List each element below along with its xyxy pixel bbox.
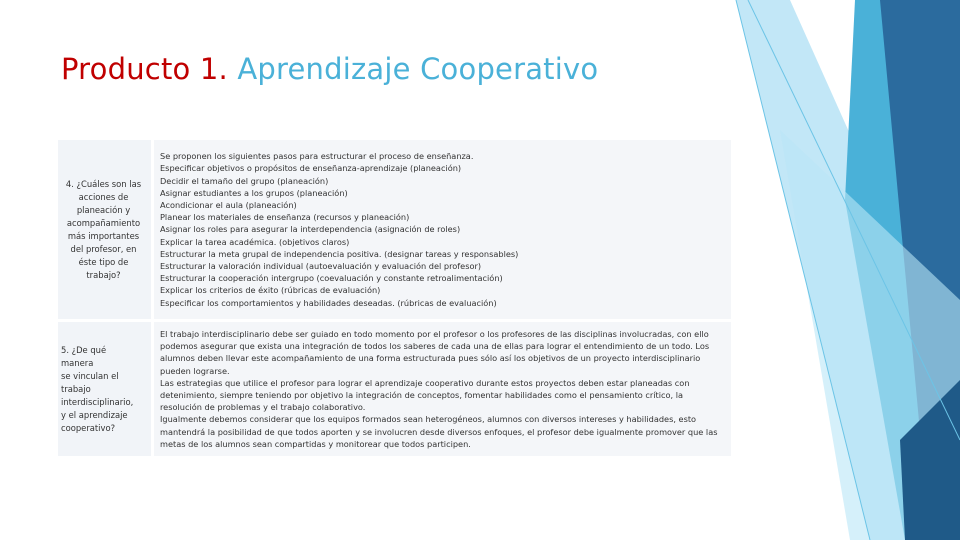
answer-line: Estructurar la valoración individual (autoevaluación y evaluación del profesor) [160,261,482,271]
question-line: del profesor, en [70,243,137,254]
question-line: trabajo? [86,269,121,280]
answer-line: Decidir el tamaño del grupo (planeación) [160,175,329,186]
question-line: más importantes [67,230,140,241]
answer-cell [151,140,731,319]
answer-line: Asignar estudiantes a los grupos (planeación) [160,187,348,198]
answer-line: Acondicionar el aula (planeación) [160,199,297,210]
slide-title [61,52,598,86]
answer-line: Estructurar la meta grupal de independencia positiva. (designar tareas y responsables) [160,248,519,259]
qa-table [58,137,731,459]
question-line: se vinculan el [61,370,119,381]
answer-cell [151,322,731,456]
answer-line: Planear los materiales de enseñanza (recursos y planeación) [160,212,410,223]
answer-line: Especificar objetivos o propósitos de enseñanza-aprendizaje (planeación) [160,163,462,174]
answer-line: Especificar los comportamientos y habilidades deseadas. (rúbricas de evaluación) [160,297,497,308]
question-line: acciones de [78,191,129,202]
answer-line: Se proponen los siguientes pasos para estructurar el proceso de enseñanza. [160,151,474,162]
question-line: planeación y [76,204,131,215]
answer-paragraph: Igualmente debemos considerar que los equipos formados sean heterogéneos, alumnos con diversos intereses y habilidades, esto mantendrá la posibilidad de que todos aporten y se involucren desde diversos enfoques, el profesor debe igualmente promover que las metas de los alumnos sean compartidas y monitorear que todos participen. [160,414,718,449]
table-row [58,140,731,319]
question-cell [58,322,151,456]
answer-line: Explicar la tarea académica. (objetivos claros) [160,236,350,247]
question-line: cooperativo? [61,422,116,433]
answer-paragraph: El trabajo interdisciplinario debe ser guiado en todo momento por el profesor o los profesores de las disciplinas involucradas, con ello podemos asegurar que exista una integración de todos los saberes de cada una de ellas para lograr el entendimiento de un todo. Los alumnos deben llevar este acompañamiento de una forma estructurada pues sólo así los objetivos de un proyecto interdisciplinario pueden lograrse. [160,328,710,376]
answer-line: Asignar los roles para asegurar la interdependencia (asignación de roles) [160,224,461,235]
question-line: y el aprendizaje [61,409,128,420]
question-cell [58,140,151,319]
question-line: manera [61,357,94,368]
question-line: trabajo [61,383,91,394]
answer-line: Estructurar la cooperación intergrupo (coevaluación y constante retroalimentación) [160,273,503,284]
answer-line: Explicar los criterios de éxito (rúbricas de evaluación) [160,285,381,296]
title-product: Producto 1. [61,52,228,86]
question-line: interdisciplinario, [61,396,134,407]
table-row [58,322,731,456]
question-line: éste tipo de [78,256,129,267]
title-topic: Aprendizaje Cooperativo [237,52,599,86]
question-line: acompañamiento [66,217,141,228]
answer-paragraph: Las estrategias que utilice el profesor para lograr el aprendizaje cooperativo durante estos proyectos deben estar planeadas con detenimiento, siempre teniendo por objetivo la integración de conceptos, fomentar habilidades como el pensamiento crítico, la resolución de problemas y el trabajo colaborativo. [160,377,690,413]
question-line: 5. ¿De qué [61,344,107,355]
question-line: 4. ¿Cuáles son las [65,178,142,189]
